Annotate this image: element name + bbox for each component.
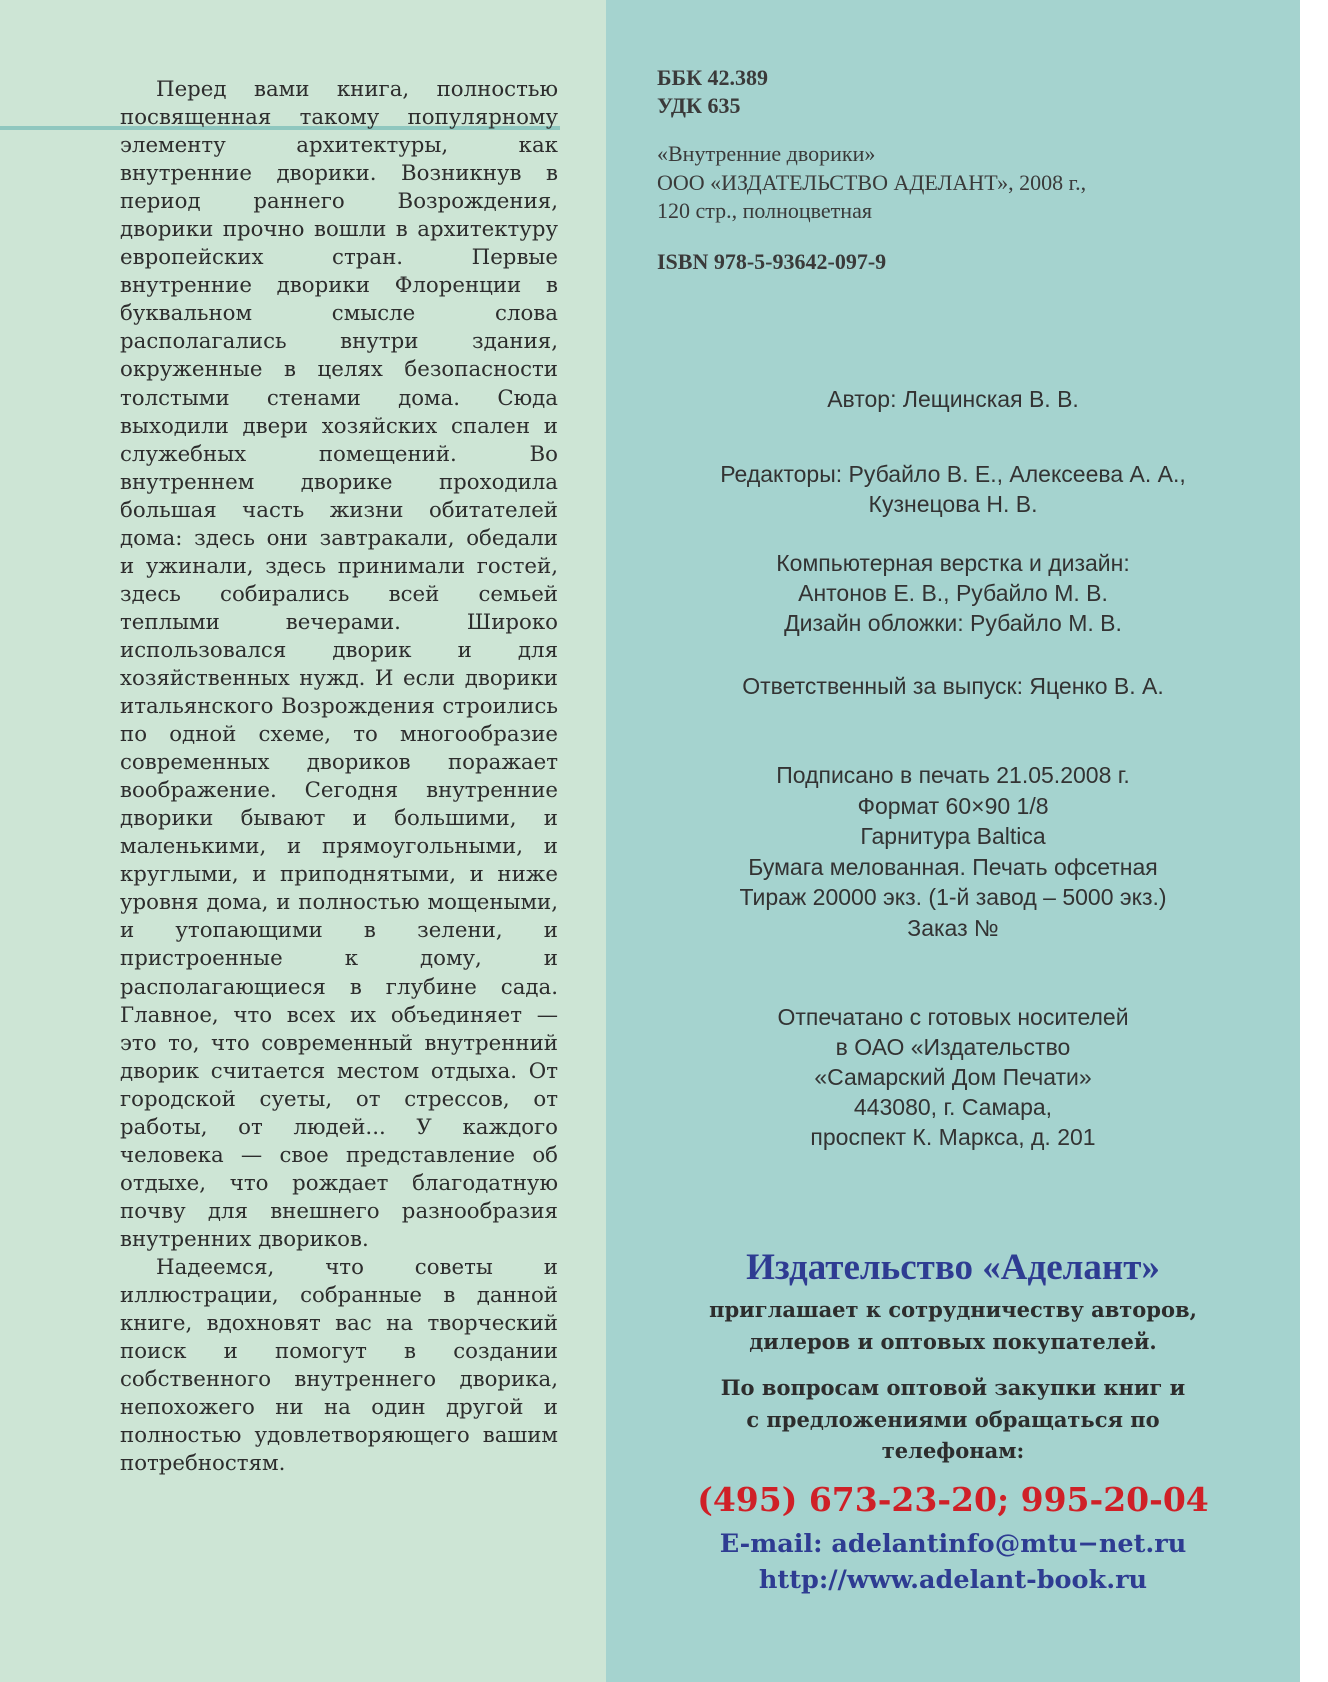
page-margin: [1300, 0, 1328, 1682]
printer-line-2: в ОАО «Издательство: [835, 1034, 1071, 1060]
bbk-code: ББК 42.389: [657, 65, 769, 90]
publisher-name: Издательство «Аделант»: [746, 1247, 1160, 1288]
invite-line-2: дилеров и оптовых покупателей.: [749, 1328, 1157, 1354]
publisher-year: ООО «ИЗДАТЕЛЬСТВО АДЕЛАНТ», 2008 г.,: [657, 169, 1087, 195]
printer-line-4: 443080, г. Самара,: [853, 1094, 1053, 1120]
cover-design: Дизайн обложки: Рубайло М. В.: [784, 610, 1122, 636]
layout-names: Антонов Е. В., Рубайло М. В.: [798, 580, 1108, 606]
printer-line-1: Отпечатано с готовых носителей: [777, 1004, 1129, 1030]
editors-line-2: Кузнецова Н. В.: [868, 491, 1038, 517]
intro-text: [120, 76, 558, 1478]
intro-paragraph-1: Перед вами книга, полностью посвященная такому популярному элементу архитектуры, как внутренние дворики. Возникнув в период раннего Возрождения, дворики прочно вошли в архитектуру европейских стран. Первые внутренние дворики Флоренции в буквальном смысле слова располагались внутри здания, окруженные в целях безопасности толстыми стенами дома. Сюда выходили двери хозяйских спален и служебных помещений. Во внутреннем дворике проходила большая часть жизни обитателей дома: здесь они завтракали, обедали и ужинали, здесь принимали гостей, здесь собирались всей семьей теплыми вечерами. Широко использовался дворик и для хозяйственных нужд. И если дворики итальянского Возрождения строились по одной схеме, то многообразие современных двориков поражает воображение. Сегодня внутренние дворики бывают и большими, и маленькими, и прямоугольными, и круглыми, и приподнятыми, и ниже уровня дома, и полностью мощеными, и утопающими в зелени, и пристроенные к дому, и располагающиеся в глубине сада. Главное, что всех их объединяет — это то, что современный внутренний дворик считается местом отдыха. От городской суеты, от стрессов, от работы, от людей... У каждого человека — свое представление об отдыхе, что рождает благодатную почву для внешнего разнообразия внутренних двориков.: [120, 77, 558, 1252]
paper: Бумага мелованная. Печать офсетная: [748, 853, 1158, 880]
phone-numbers: (495) 673-23-20; 995-20-04: [697, 1480, 1209, 1519]
layout-label: Компьютерная верстка и дизайн:: [776, 550, 1130, 576]
wholesale-info: [606, 1372, 1300, 1467]
author: Автор: Лещинская В. В.: [827, 386, 1079, 412]
editors-line-1: Редакторы: Рубайло В. Е., Алексеева А. А.,: [720, 461, 1186, 487]
wholesale-line-1: По вопросам оптовой закупки книг и: [720, 1375, 1186, 1400]
bibliographic-info: [657, 64, 1257, 276]
order-number: Заказ №: [907, 914, 999, 941]
responsible-editor: Ответственный за выпуск: Яценко В. А.: [742, 673, 1164, 699]
website-link[interactable]: http://www.adelant-book.ru: [758, 1565, 1148, 1595]
book-title: «Внутренние дворики»: [657, 141, 876, 166]
wholesale-line-3: телефонам:: [881, 1438, 1025, 1463]
format: Формат 60×90 1/8: [857, 792, 1049, 819]
udk-code: УДК 635: [657, 93, 741, 118]
typeface: Гарнитура Baltica: [860, 823, 1046, 849]
editors: [606, 459, 1300, 519]
print-specifications: [606, 760, 1300, 943]
wholesale-line-2: с предложениями обращаться по: [746, 1406, 1160, 1432]
print-run: Тираж 20000 экз. (1-й завод – 5000 экз.): [739, 884, 1167, 910]
email-link[interactable]: E-mail: adelantinfo@mtu−net.ru: [719, 1529, 1187, 1559]
invite-line-1: приглашает к сотрудничеству авторов,: [709, 1297, 1197, 1322]
signed-date: Подписано в печать 21.05.2008 г.: [776, 762, 1130, 788]
printer-info: [606, 1002, 1300, 1152]
intro-paragraph-2: Надеемся, что советы и иллюстрации, собранные в данной книге, вдохновят вас на творческий поиск и помогут в создании собственного внутреннего дворика, непохожего ни на один другой и полностью удовлетворяющего вашим потребностям.: [120, 1254, 558, 1477]
invitation: [606, 1294, 1300, 1357]
isbn: ISBN 978-5-93642-097-9: [657, 248, 887, 274]
printer-line-3: «Самарский Дом Печати»: [814, 1064, 1092, 1090]
printer-line-5: проспект К. Маркса, д. 201: [810, 1124, 1096, 1150]
design-credits: [606, 548, 1300, 638]
page-count: 120 стр., полноцветная: [657, 198, 872, 223]
